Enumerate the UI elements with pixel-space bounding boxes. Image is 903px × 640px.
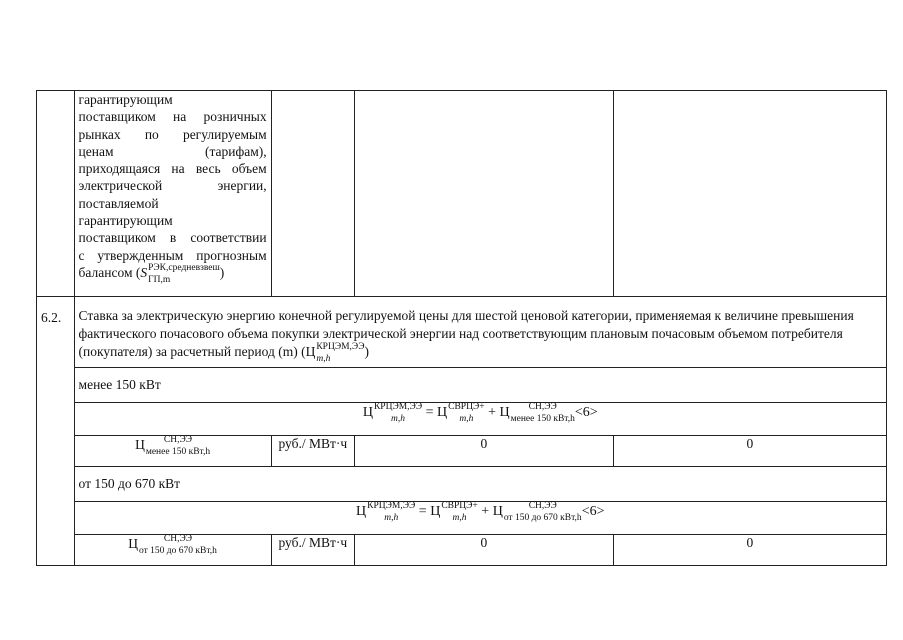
formula-row <box>37 502 887 535</box>
formula-term1-sup: СВРЦЭ+ <box>448 402 485 412</box>
value-symbol-sub: от 150 до 670 кВт,h <box>139 546 217 556</box>
formula-term1: Ц <box>437 405 448 421</box>
formula-term2-sup: СН,ЭЭ <box>528 501 557 511</box>
value-symbol-sup: СН,ЭЭ <box>163 534 193 544</box>
continuation-line: рынках по регулируемым <box>78 126 267 142</box>
formula-lhs-sub: m,h <box>391 414 406 424</box>
continuation-value2-cell <box>613 91 886 297</box>
symbol-indices <box>148 264 220 284</box>
value-symbol-sup: СН,ЭЭ <box>163 435 193 445</box>
continuation-row <box>37 91 887 297</box>
symbol-sup: РЭК,средневзвеш <box>148 262 220 273</box>
continuation-unit-cell <box>271 91 354 297</box>
continuation-last-text: балансом ( <box>78 265 141 281</box>
formula-term1: Ц <box>430 504 441 520</box>
formula-term1-indices <box>441 502 477 522</box>
section-symbol-sup: КРЦЭМ,ЭЭ <box>316 342 365 352</box>
value-unit: руб./ МВт·ч <box>271 436 354 467</box>
group-label-row <box>37 368 887 403</box>
formula-lhs-indices <box>374 403 422 423</box>
formula-footnote: <6> <box>581 504 605 520</box>
group-label: от 150 до 670 кВт <box>74 467 886 502</box>
formula-footnote: <6> <box>574 405 598 421</box>
formula-term1-sub: m,h <box>452 513 467 523</box>
value-2: 0 <box>613 436 886 467</box>
symbol-s: S <box>140 265 148 281</box>
formula-term1-sup: СВРЦЭ+ <box>441 501 478 511</box>
continuation-last-line <box>79 264 267 284</box>
symbol-sub: ГП,m <box>148 274 171 285</box>
formula-row <box>37 403 887 436</box>
section-text: Ставка за электрическую энергию конечной регулируемой цены для шестой ценовой категории, применяемая к величине превышения фактического почасового объема покупки электрической энергии над соответствующим плановым почасовым объемом потребителя (покупателя) за расчетный период (m) ( <box>78 308 854 360</box>
section-number: 6.2. <box>37 297 75 566</box>
continuation-value1-cell <box>355 91 614 297</box>
formula <box>356 501 605 523</box>
formula-plus: + <box>488 405 496 421</box>
formula-lhs-indices <box>367 502 415 522</box>
value-symbol-cell <box>74 436 271 467</box>
formula-lhs-sub: m,h <box>384 513 399 523</box>
formula <box>362 402 598 424</box>
formula-lhs-sup: КРЦЭМ,ЭЭ <box>373 402 423 412</box>
group-label-row <box>37 467 887 502</box>
formula-term2-sub: от 150 до 670 кВт,h <box>503 513 582 523</box>
continuation-close: ) <box>219 265 225 281</box>
section-close: ) <box>364 344 369 360</box>
value-row <box>37 436 887 467</box>
formula-equals: = <box>425 405 434 421</box>
formula-term2-indices <box>504 502 582 522</box>
value-symbol-cell <box>74 535 271 566</box>
continuation-line: гарантирующим <box>78 92 173 107</box>
section-description <box>74 297 886 368</box>
value-unit: руб./ МВт·ч <box>271 535 354 566</box>
formula-term2-indices <box>511 403 575 423</box>
section-symbol: Ц <box>305 344 316 360</box>
continuation-line: поставщиком на розничных <box>78 109 267 125</box>
group-label: менее 150 кВт <box>74 368 886 403</box>
continuation-line: электрической энергии, <box>78 178 267 194</box>
section-symbol-indices <box>316 343 364 363</box>
section-row <box>37 297 887 368</box>
tariff-table <box>36 90 887 566</box>
continuation-line: приходящаяся на весь объем <box>78 161 267 177</box>
formula-term2-sup: СН,ЭЭ <box>528 402 557 412</box>
section-symbol-sub: m,h <box>316 354 331 364</box>
value-row <box>37 535 887 566</box>
continuation-number-cell <box>37 91 75 297</box>
formula-cell <box>74 403 886 436</box>
formula-equals: = <box>418 504 427 520</box>
formula-term2: Ц <box>499 405 510 421</box>
formula-lhs-sup: КРЦЭМ,ЭЭ <box>367 501 416 511</box>
value-symbol-sub: менее 150 кВт,h <box>145 447 211 457</box>
formula-lhs: Ц <box>356 504 367 520</box>
formula-term1-indices <box>448 403 484 423</box>
continuation-line: гарантирующим <box>78 213 173 229</box>
value-symbol: Ц <box>128 536 139 552</box>
continuation-name-cell <box>74 91 271 297</box>
continuation-line: поставщиком в соответствии <box>78 230 267 246</box>
value-symbol-indices <box>146 436 210 456</box>
continuation-line: с утвержденным прогнозным <box>78 247 267 263</box>
value-symbol-indices <box>139 535 217 555</box>
continuation-line: поставляемой <box>78 195 159 211</box>
formula-term2-sub: менее 150 кВт,h <box>510 414 575 424</box>
formula-term1-sub: m,h <box>459 414 474 424</box>
value-1: 0 <box>355 535 614 566</box>
value-symbol: Ц <box>135 437 145 453</box>
formula-cell <box>74 502 886 535</box>
formula-plus: + <box>481 504 490 520</box>
formula-lhs: Ц <box>362 405 373 421</box>
value-1: 0 <box>355 436 614 467</box>
value-2: 0 <box>613 535 886 566</box>
formula-term2: Ц <box>492 504 503 520</box>
continuation-line: ценам (тарифам), <box>78 143 267 159</box>
